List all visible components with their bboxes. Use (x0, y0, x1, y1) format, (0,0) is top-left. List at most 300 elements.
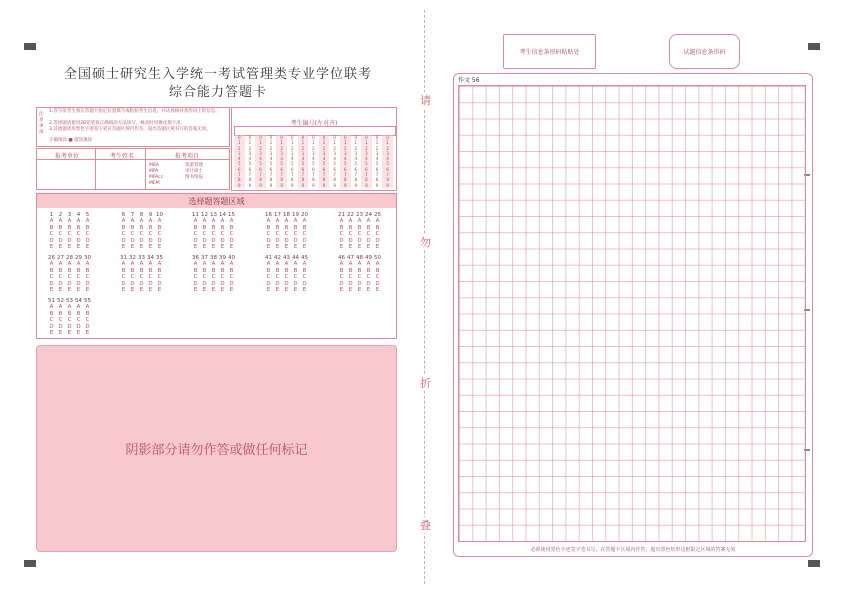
option-bubble[interactable]: D (220, 280, 225, 287)
option-bubble[interactable]: B (293, 224, 298, 231)
option-bubble[interactable]: C (67, 274, 72, 280)
option-bubble[interactable]: D (375, 280, 380, 287)
digit-bubble[interactable]: 0 (382, 135, 393, 140)
option-bubble[interactable]: E (85, 244, 90, 250)
option-bubble[interactable]: B (357, 267, 362, 274)
option-bubble[interactable]: E (121, 287, 126, 293)
option-bubble[interactable]: C (139, 231, 144, 237)
option-bubble[interactable]: C (357, 231, 362, 237)
digit-bubble[interactable]: 4 (361, 156, 372, 161)
option-bubble[interactable]: E (348, 244, 353, 250)
option-bubble[interactable]: D (58, 237, 63, 244)
digit-bubble[interactable]: 6 (248, 166, 252, 172)
option-bubble[interactable]: E (85, 287, 90, 293)
option-bubble[interactable]: E (375, 287, 380, 293)
option-bubble[interactable]: B (121, 267, 126, 274)
option-bubble[interactable]: C (366, 274, 371, 280)
option-bubble[interactable]: B (76, 224, 81, 231)
option-bubble[interactable]: D (121, 237, 126, 244)
option-bubble[interactable]: B (220, 224, 225, 231)
digit-bubble[interactable]: 8 (234, 177, 245, 182)
digit-bubble[interactable]: 7 (382, 172, 393, 177)
option-bubble[interactable]: E (193, 287, 198, 293)
option-bubble[interactable]: B (193, 224, 198, 231)
digit-bubble[interactable]: 5 (340, 161, 351, 166)
option-bubble[interactable]: A (348, 261, 353, 267)
digit-bubble[interactable]: 3 (340, 151, 351, 156)
option-bubble[interactable]: B (266, 267, 271, 274)
digit-bubble[interactable]: 7 (269, 172, 273, 178)
project-left-2[interactable]: MPAcc (149, 175, 164, 180)
digit-bubble[interactable]: 2 (354, 145, 358, 151)
digit-bubble[interactable]: 5 (290, 161, 294, 167)
option-bubble[interactable]: D (357, 280, 362, 287)
option-bubble[interactable]: C (348, 274, 353, 280)
option-bubble[interactable]: C (49, 274, 54, 280)
digit-bubble[interactable]: 7 (361, 172, 372, 177)
option-bubble[interactable]: D (121, 280, 126, 287)
digit-bubble[interactable]: 1 (382, 140, 393, 145)
option-bubble[interactable]: B (76, 267, 81, 274)
option-bubble[interactable]: D (229, 280, 234, 287)
digit-bubble[interactable]: 2 (269, 145, 273, 151)
digit-bubble[interactable]: 7 (354, 172, 358, 178)
option-bubble[interactable]: E (58, 287, 63, 293)
option-bubble[interactable]: C (284, 274, 289, 280)
project-right-0[interactable]: 旅游管理 (185, 163, 203, 168)
option-bubble[interactable]: D (130, 237, 135, 244)
digit-bubble[interactable]: 0 (248, 135, 252, 140)
digit-bubble[interactable]: 0 (269, 135, 273, 140)
option-bubble[interactable]: D (220, 237, 225, 244)
digit-bubble[interactable]: 6 (354, 166, 358, 172)
option-bubble[interactable]: C (366, 231, 371, 237)
option-bubble[interactable]: E (76, 330, 81, 336)
option-bubble[interactable]: B (58, 224, 63, 231)
option-bubble[interactable]: E (366, 287, 371, 293)
digit-bubble[interactable]: 5 (255, 161, 266, 166)
option-bubble[interactable]: A (275, 261, 280, 267)
digit-bubble[interactable]: 0 (319, 135, 330, 140)
option-bubble[interactable]: A (284, 218, 289, 224)
option-bubble[interactable]: D (375, 237, 380, 244)
option-bubble[interactable]: B (58, 267, 63, 274)
digit-bubble[interactable]: 5 (298, 161, 309, 166)
option-bubble[interactable]: B (375, 224, 380, 231)
option-bubble[interactable]: C (348, 231, 353, 237)
option-bubble[interactable]: B (357, 224, 362, 231)
option-bubble[interactable]: A (67, 304, 72, 310)
option-bubble[interactable]: B (193, 267, 198, 274)
option-bubble[interactable]: D (293, 237, 298, 244)
option-bubble[interactable]: D (293, 280, 298, 287)
option-bubble[interactable]: B (67, 310, 72, 317)
project-left-0[interactable]: MBA (149, 163, 160, 168)
digit-bubble[interactable]: 7 (312, 172, 315, 178)
option-bubble[interactable]: B (366, 267, 371, 274)
digit-bubble[interactable]: 1 (354, 140, 358, 146)
option-bubble[interactable]: D (202, 237, 207, 244)
student-barcode-area[interactable] (503, 34, 596, 69)
digit-bubble[interactable]: 4 (276, 156, 287, 161)
option-bubble[interactable]: E (58, 330, 63, 336)
digit-bubble[interactable]: 5 (382, 161, 393, 166)
option-bubble[interactable]: B (366, 224, 371, 231)
option-bubble[interactable]: B (67, 224, 72, 231)
option-bubble[interactable]: C (202, 274, 207, 280)
option-bubble[interactable]: A (375, 218, 380, 224)
digit-bubble[interactable]: 3 (248, 150, 252, 156)
option-bubble[interactable]: B (302, 224, 307, 231)
digit-bubble[interactable]: 9 (290, 182, 294, 188)
option-bubble[interactable]: A (229, 261, 234, 267)
option-bubble[interactable]: C (121, 274, 126, 280)
option-bubble[interactable]: A (193, 218, 198, 224)
digit-bubble[interactable]: 5 (333, 161, 336, 167)
option-bubble[interactable]: D (348, 237, 353, 244)
option-bubble[interactable]: B (211, 267, 216, 274)
digit-bubble[interactable]: 3 (290, 150, 294, 156)
option-bubble[interactable]: A (284, 261, 289, 267)
option-bubble[interactable]: A (130, 218, 135, 224)
option-bubble[interactable]: B (211, 224, 216, 231)
digit-bubble[interactable]: 8 (319, 177, 330, 182)
option-bubble[interactable]: C (293, 231, 298, 237)
digit-bubble[interactable]: 8 (255, 177, 266, 182)
digit-bubble[interactable]: 3 (276, 151, 287, 156)
option-bubble[interactable]: C (211, 274, 216, 280)
option-bubble[interactable]: B (49, 267, 54, 274)
option-bubble[interactable]: C (148, 274, 153, 280)
option-bubble[interactable]: A (49, 218, 54, 224)
digit-bubble[interactable]: 1 (290, 140, 294, 146)
digit-bubble[interactable]: 6 (382, 167, 393, 172)
option-bubble[interactable]: B (157, 224, 162, 231)
digit-bubble[interactable]: 2 (340, 146, 351, 151)
digit-bubble[interactable]: 8 (340, 177, 351, 182)
digit-bubble[interactable]: 7 (298, 172, 309, 177)
digit-bubble[interactable]: 9 (312, 182, 315, 188)
digit-bubble[interactable]: 6 (340, 167, 351, 172)
option-bubble[interactable]: C (229, 274, 234, 280)
option-bubble[interactable]: A (357, 261, 362, 267)
option-bubble[interactable]: A (202, 218, 207, 224)
digit-bubble[interactable]: 6 (361, 167, 372, 172)
digit-bubble[interactable]: 9 (340, 183, 351, 188)
digit-bubble[interactable]: 2 (375, 145, 379, 151)
option-bubble[interactable]: D (266, 237, 271, 244)
option-bubble[interactable]: B (339, 267, 344, 274)
digit-bubble[interactable]: 1 (319, 140, 330, 145)
digit-bubble[interactable]: 1 (269, 140, 273, 146)
option-bubble[interactable]: A (139, 218, 144, 224)
exam-id-digit-grid[interactable] (234, 135, 394, 188)
option-bubble[interactable]: B (139, 267, 144, 274)
option-bubble[interactable]: E (202, 244, 207, 250)
option-bubble[interactable]: A (275, 218, 280, 224)
digit-bubble[interactable]: 3 (255, 151, 266, 156)
option-bubble[interactable]: D (275, 237, 280, 244)
option-bubble[interactable]: B (76, 310, 81, 317)
digit-bubble[interactable]: 4 (248, 156, 252, 162)
digit-bubble[interactable]: 0 (333, 135, 336, 140)
option-bubble[interactable]: D (302, 280, 307, 287)
digit-bubble[interactable]: 4 (319, 156, 330, 161)
option-bubble[interactable]: D (76, 237, 81, 244)
option-bubble[interactable]: E (375, 244, 380, 250)
digit-bubble[interactable]: 7 (276, 172, 287, 177)
option-bubble[interactable]: D (85, 323, 90, 330)
option-bubble[interactable]: E (148, 287, 153, 293)
option-bubble[interactable]: D (85, 237, 90, 244)
option-bubble[interactable]: B (85, 310, 90, 317)
option-bubble[interactable]: D (302, 237, 307, 244)
digit-bubble[interactable]: 5 (319, 161, 330, 166)
digit-bubble[interactable]: 1 (276, 140, 287, 145)
option-bubble[interactable]: C (58, 231, 63, 237)
digit-bubble[interactable]: 6 (333, 166, 336, 172)
option-bubble[interactable]: C (357, 274, 362, 280)
option-bubble[interactable]: B (58, 310, 63, 317)
option-bubble[interactable]: C (85, 274, 90, 280)
project-right-1[interactable]: 审计硕士 (185, 169, 203, 174)
option-bubble[interactable]: C (157, 231, 162, 237)
digit-bubble[interactable]: 9 (361, 183, 372, 188)
digit-bubble[interactable]: 6 (269, 166, 273, 172)
option-bubble[interactable]: C (76, 317, 81, 323)
option-bubble[interactable]: C (49, 231, 54, 237)
digit-bubble[interactable]: 1 (333, 140, 336, 146)
option-bubble[interactable]: C (266, 231, 271, 237)
option-bubble[interactable]: A (58, 261, 63, 267)
option-bubble[interactable]: D (58, 280, 63, 287)
digit-bubble[interactable]: 6 (234, 167, 245, 172)
digit-bubble[interactable]: 9 (354, 182, 358, 188)
option-bubble[interactable]: A (293, 218, 298, 224)
option-bubble[interactable]: D (193, 280, 198, 287)
digit-bubble[interactable]: 5 (312, 161, 315, 167)
option-bubble[interactable]: B (275, 224, 280, 231)
option-bubble[interactable]: C (220, 274, 225, 280)
option-bubble[interactable]: D (229, 237, 234, 244)
option-bubble[interactable]: E (139, 287, 144, 293)
digit-bubble[interactable]: 9 (319, 183, 330, 188)
option-bubble[interactable]: B (67, 267, 72, 274)
option-bubble[interactable]: E (76, 287, 81, 293)
option-bubble[interactable]: E (76, 244, 81, 250)
digit-bubble[interactable]: 2 (312, 145, 315, 151)
option-bubble[interactable]: A (121, 261, 126, 267)
digit-bubble[interactable]: 0 (290, 135, 294, 140)
digit-bubble[interactable]: 3 (312, 150, 315, 156)
digit-bubble[interactable]: 9 (276, 183, 287, 188)
option-bubble[interactable]: E (266, 244, 271, 250)
option-bubble[interactable]: A (85, 304, 90, 310)
option-bubble[interactable]: E (284, 287, 289, 293)
option-bubble[interactable]: B (49, 310, 54, 317)
option-bubble[interactable]: D (67, 280, 72, 287)
option-bubble[interactable]: B (139, 224, 144, 231)
option-bubble[interactable]: A (302, 218, 307, 224)
question-barcode-area[interactable] (669, 34, 740, 69)
option-bubble[interactable]: B (348, 224, 353, 231)
option-bubble[interactable]: D (202, 280, 207, 287)
option-bubble[interactable]: B (284, 224, 289, 231)
digit-bubble[interactable]: 5 (276, 161, 287, 166)
digit-bubble[interactable]: 4 (255, 156, 266, 161)
option-bubble[interactable]: B (302, 267, 307, 274)
option-bubble[interactable]: C (375, 231, 380, 237)
option-bubble[interactable]: B (49, 224, 54, 231)
digit-bubble[interactable]: 5 (354, 161, 358, 167)
option-bubble[interactable]: C (58, 274, 63, 280)
option-bubble[interactable]: E (220, 244, 225, 250)
option-bubble[interactable]: C (49, 317, 54, 323)
digit-bubble[interactable]: 0 (276, 135, 287, 140)
digit-bubble[interactable]: 7 (290, 172, 294, 178)
option-bubble[interactable]: D (193, 237, 198, 244)
option-bubble[interactable]: A (58, 218, 63, 224)
option-bubble[interactable]: E (357, 244, 362, 250)
option-bubble[interactable]: C (220, 231, 225, 237)
option-bubble[interactable]: B (229, 267, 234, 274)
digit-bubble[interactable]: 1 (312, 140, 315, 146)
digit-bubble[interactable]: 5 (375, 161, 379, 167)
digit-bubble[interactable]: 3 (319, 151, 330, 156)
option-bubble[interactable]: D (139, 237, 144, 244)
option-bubble[interactable]: E (130, 287, 135, 293)
option-bubble[interactable]: C (275, 274, 280, 280)
digit-bubble[interactable]: 9 (382, 183, 393, 188)
digit-bubble[interactable]: 8 (375, 177, 379, 183)
option-bubble[interactable]: B (130, 224, 135, 231)
digit-bubble[interactable]: 6 (276, 167, 287, 172)
option-bubble[interactable]: C (139, 274, 144, 280)
option-bubble[interactable]: E (284, 244, 289, 250)
option-bubble[interactable]: E (49, 287, 54, 293)
digit-bubble[interactable]: 9 (375, 182, 379, 188)
digit-bubble[interactable]: 2 (333, 145, 336, 151)
option-bubble[interactable]: E (193, 244, 198, 250)
option-bubble[interactable]: D (139, 280, 144, 287)
option-bubble[interactable]: B (148, 224, 153, 231)
digit-bubble[interactable]: 6 (375, 166, 379, 172)
digit-bubble[interactable]: 2 (319, 146, 330, 151)
digit-bubble[interactable]: 2 (382, 146, 393, 151)
option-bubble[interactable]: C (229, 231, 234, 237)
digit-bubble[interactable]: 6 (312, 166, 315, 172)
digit-bubble[interactable]: 0 (255, 135, 266, 140)
option-bubble[interactable]: A (220, 218, 225, 224)
digit-bubble[interactable]: 7 (319, 172, 330, 177)
option-bubble[interactable]: A (49, 304, 54, 310)
option-bubble[interactable]: C (375, 274, 380, 280)
option-bubble[interactable]: D (284, 237, 289, 244)
option-bubble[interactable]: D (76, 323, 81, 330)
digit-bubble[interactable]: 4 (312, 156, 315, 162)
digit-bubble[interactable]: 2 (234, 146, 245, 151)
option-bubble[interactable]: E (339, 287, 344, 293)
option-bubble[interactable]: A (148, 218, 153, 224)
option-bubble[interactable]: D (366, 280, 371, 287)
digit-bubble[interactable]: 8 (269, 177, 273, 183)
digit-bubble[interactable]: 7 (340, 172, 351, 177)
option-bubble[interactable]: E (229, 244, 234, 250)
digit-bubble[interactable]: 2 (276, 146, 287, 151)
digit-bubble[interactable]: 9 (248, 182, 252, 188)
option-bubble[interactable]: A (375, 261, 380, 267)
digit-bubble[interactable]: 1 (361, 140, 372, 145)
project-right-2[interactable]: 图书情报 (185, 175, 203, 180)
option-bubble[interactable]: B (157, 267, 162, 274)
option-bubble[interactable]: A (85, 261, 90, 267)
option-bubble[interactable]: A (130, 261, 135, 267)
option-bubble[interactable]: E (211, 287, 216, 293)
option-bubble[interactable]: E (49, 244, 54, 250)
option-bubble[interactable]: A (339, 218, 344, 224)
digit-bubble[interactable]: 0 (312, 135, 315, 140)
option-bubble[interactable]: D (157, 280, 162, 287)
option-bubble[interactable]: B (202, 267, 207, 274)
option-bubble[interactable]: D (49, 237, 54, 244)
option-bubble[interactable]: C (193, 231, 198, 237)
option-bubble[interactable]: A (366, 218, 371, 224)
option-bubble[interactable]: B (339, 224, 344, 231)
option-bubble[interactable]: E (266, 287, 271, 293)
digit-bubble[interactable]: 3 (298, 151, 309, 156)
option-bubble[interactable]: D (339, 237, 344, 244)
digit-bubble[interactable]: 8 (361, 177, 372, 182)
digit-bubble[interactable]: 1 (234, 140, 245, 145)
option-bubble[interactable]: C (148, 231, 153, 237)
option-bubble[interactable]: E (357, 287, 362, 293)
digit-bubble[interactable]: 8 (248, 177, 252, 183)
digit-bubble[interactable]: 8 (382, 177, 393, 182)
option-bubble[interactable]: B (375, 267, 380, 274)
digit-bubble[interactable]: 0 (340, 135, 351, 140)
digit-bubble[interactable]: 6 (298, 167, 309, 172)
option-bubble[interactable]: B (130, 267, 135, 274)
digit-bubble[interactable]: 5 (248, 161, 252, 167)
option-bubble[interactable]: A (76, 304, 81, 310)
option-bubble[interactable]: E (348, 287, 353, 293)
option-bubble[interactable]: E (293, 287, 298, 293)
option-bubble[interactable]: E (67, 244, 72, 250)
option-bubble[interactable]: D (339, 280, 344, 287)
digit-bubble[interactable]: 0 (375, 135, 379, 140)
option-bubble[interactable]: A (211, 218, 216, 224)
digit-bubble[interactable]: 3 (361, 151, 372, 156)
option-bubble[interactable]: D (348, 280, 353, 287)
digit-bubble[interactable]: 3 (269, 150, 273, 156)
option-bubble[interactable]: A (76, 218, 81, 224)
option-bubble[interactable]: B (266, 224, 271, 231)
option-bubble[interactable]: A (76, 261, 81, 267)
option-bubble[interactable]: E (49, 330, 54, 336)
option-bubble[interactable]: B (275, 267, 280, 274)
digit-bubble[interactable]: 4 (269, 156, 273, 162)
option-bubble[interactable]: D (157, 237, 162, 244)
option-bubble[interactable]: E (58, 244, 63, 250)
option-bubble[interactable]: E (85, 330, 90, 336)
project-left-1[interactable]: MPA (149, 169, 159, 174)
option-bubble[interactable]: A (302, 261, 307, 267)
option-bubble[interactable]: A (229, 218, 234, 224)
option-bubble[interactable]: B (85, 224, 90, 231)
option-bubble[interactable]: A (266, 218, 271, 224)
option-bubble[interactable]: E (229, 287, 234, 293)
option-bubble[interactable]: D (49, 323, 54, 330)
